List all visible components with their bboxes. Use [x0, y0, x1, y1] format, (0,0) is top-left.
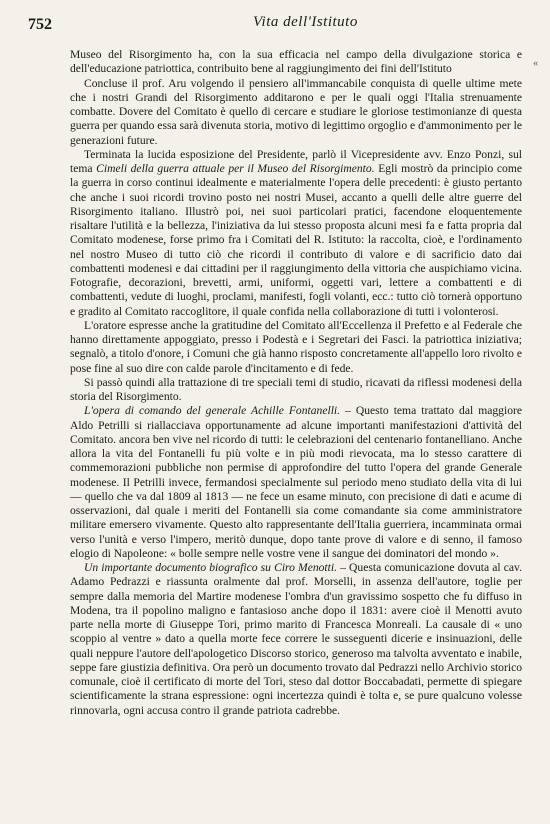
paragraph-5: Si passò quindi alla trattazione di tre speciali temi di studio, ricavati da riflessi modenesi della storia del Risorgimento.: [70, 375, 522, 403]
running-head: Vita dell'Istituto: [253, 14, 358, 30]
margin-mark: «: [533, 58, 538, 69]
section-heading-menotti: Un importante documento biografico su Ciro Menotti.: [84, 561, 337, 574]
talk-title: Cimeli della guerra attuale per il Museo del Risorgimento.: [96, 162, 375, 175]
paragraph-2: Concluse il prof. Aru volgendo il pensiero all'immancabile conquista di quelle ultime mete che i nostri Grandi del Risorgimento additarono e per le quali oggi l'Italia strenuamente combatte. Dovere del Comitato è quello di cercare e studiare le gloriose testimonianze di questa guerra per quando essa sarà divenuta storia, motivo di legittimo orgoglio e d'ammonimento per le generazioni future.: [70, 76, 522, 147]
paragraph-6: L'opera di comando del generale Achille Fontanelli. – Questo tema trattato dal maggiore Aldo Petrilli si riallacciava opportunamente ad alcune importanti manifestazioni d'attività del Comitato. ancora ben vive nel ricordo di tutti: le celebrazioni del centenario fontanelliano. Anche allora la vita del Fontanelli fu più volte e in più modi rievocata, ma lo stesso carattere di commemorazioni pubbliche non permise di approfondire del tutto l'opera del grande Generale modenese. Il Petrilli invece, fermandosi specialmente sul periodo meno studiato della vita di lui — quello che va dal 1809 al 1813 — ne fece un esame minuto, con precisione di dati e acume di osservazioni, dal quale i meriti del Fontanelli sia come comandante sia come amministratore militare emersero vivamente. Questo alto rappresentante dell'Italia guerriera, incamminata ormai verso l'unità e verso l'impero, meritò dunque, dopo tante prove di valore e di senno, il famoso elogio di Napoleone: « bolle sempre nelle vostre vene il sangue dei dominatori del mondo ».: [70, 404, 522, 560]
body-text: [70, 48, 522, 718]
page-header: [28, 14, 522, 40]
page-number: 752: [28, 16, 52, 33]
paragraph-1: Museo del Risorgimento ha, con la sua efficacia nel campo della divulgazione storica e dell'educazione patriottica, contribuito bene al raggiungimento dei fini dell'Istituto: [70, 48, 522, 76]
section-heading-fontanelli: L'opera di comando del generale Achille Fontanelli.: [84, 404, 341, 418]
paragraph-7: Un importante documento biografico su Ciro Menotti. – Questa comunicazione dovuta al cav. Adamo Pedrazzi e riassunta oralmente dal prof. Morselli, in assenza dell'autore, toglie per sempre dalla memoria del Martire modenese l'ombra d'un gravissimo sospetto che fu diffuso in Modena, tra il popolino maligno e fantasioso anche dopo il 1831: avere cioè il Menotti avuto parte nella morte di Giuseppe Tori, primo marito di Francesca Monreali. La causale di « uno scoppio al ventre » dato a quella morte fece correre le susseguenti dicerie e insinuazioni, delle quali neppure l'autore dell'apologetico Discorso storico, generoso ma talvolta avventato e inabile, seppe fare giustizia definitiva. Ora però un documento trovato dal Pedrazzi nello Archivio storico comunale, cioè il certificato di morte del Tori, steso dal dottor Boccabadati, permette di spiegare scientificamente la strana espressione: ogni incertezza quindi è tolta e, se pure qualcuno volesse rinnovarla, ogni accusa contro il grande patriota cadrebbe.: [70, 561, 523, 717]
paragraph-3: Terminata la lucida esposizione del Presidente, parlò il Vicepresidente avv. Enzo Ponzi, sul tema Cimeli della guerra attuale per il Museo del Risorgimento. Egli mostrò da principio come la guerra in corso continui idealmente e materialmente l'opera delle precedenti: è giusto pertanto che anche i suoi ricordi trovino posto nei nostri Musei, accanto a quelli delle altre guerre del Risorgimento italiano. Illustrò poi, nei suoi particolari pratici, facendone eloquentemente risaltare l'utilità e la bellezza, l'iniziativa da lui stesso proposta alcuni mesi fa e fatta propria dal Comitato modenese, forse primo fra i Comitati del R. Istituto: la raccolta, cioè, e l'ordinamento nel nostro Museo di tutto ciò che ricordi il contributo di valore e di sacrificio dato dai combattenti modenesi e dai cittadini per il raggiungimento della vittoria che auspichiamo vicina. Fotografie, decorazioni, brevetti, armi, uniformi, oggetti vari, lettere a combattenti e di combattenti, vedute di luoghi, proclami, manifesti, fogli volanti, ecc.: tutto ciò tornerà opportuno e gradito al Comitato raccoglitore, il quale confida nella collaborazione di tutti i volonterosi.: [70, 147, 522, 318]
paragraph-4: L'oratore espresse anche la gratitudine del Comitato all'Eccellenza il Prefetto e al Federale che hanno direttamente appoggiato, presso i Podestà e i Segretari dei Fasci. la patriottica iniziativa; segnalò, a titolo d'onore, i Comuni che già hanno risposto concretamente all'appello loro rivolto e pose fine al suo dire con calde parole d'incitamento e di fede.: [70, 318, 522, 375]
